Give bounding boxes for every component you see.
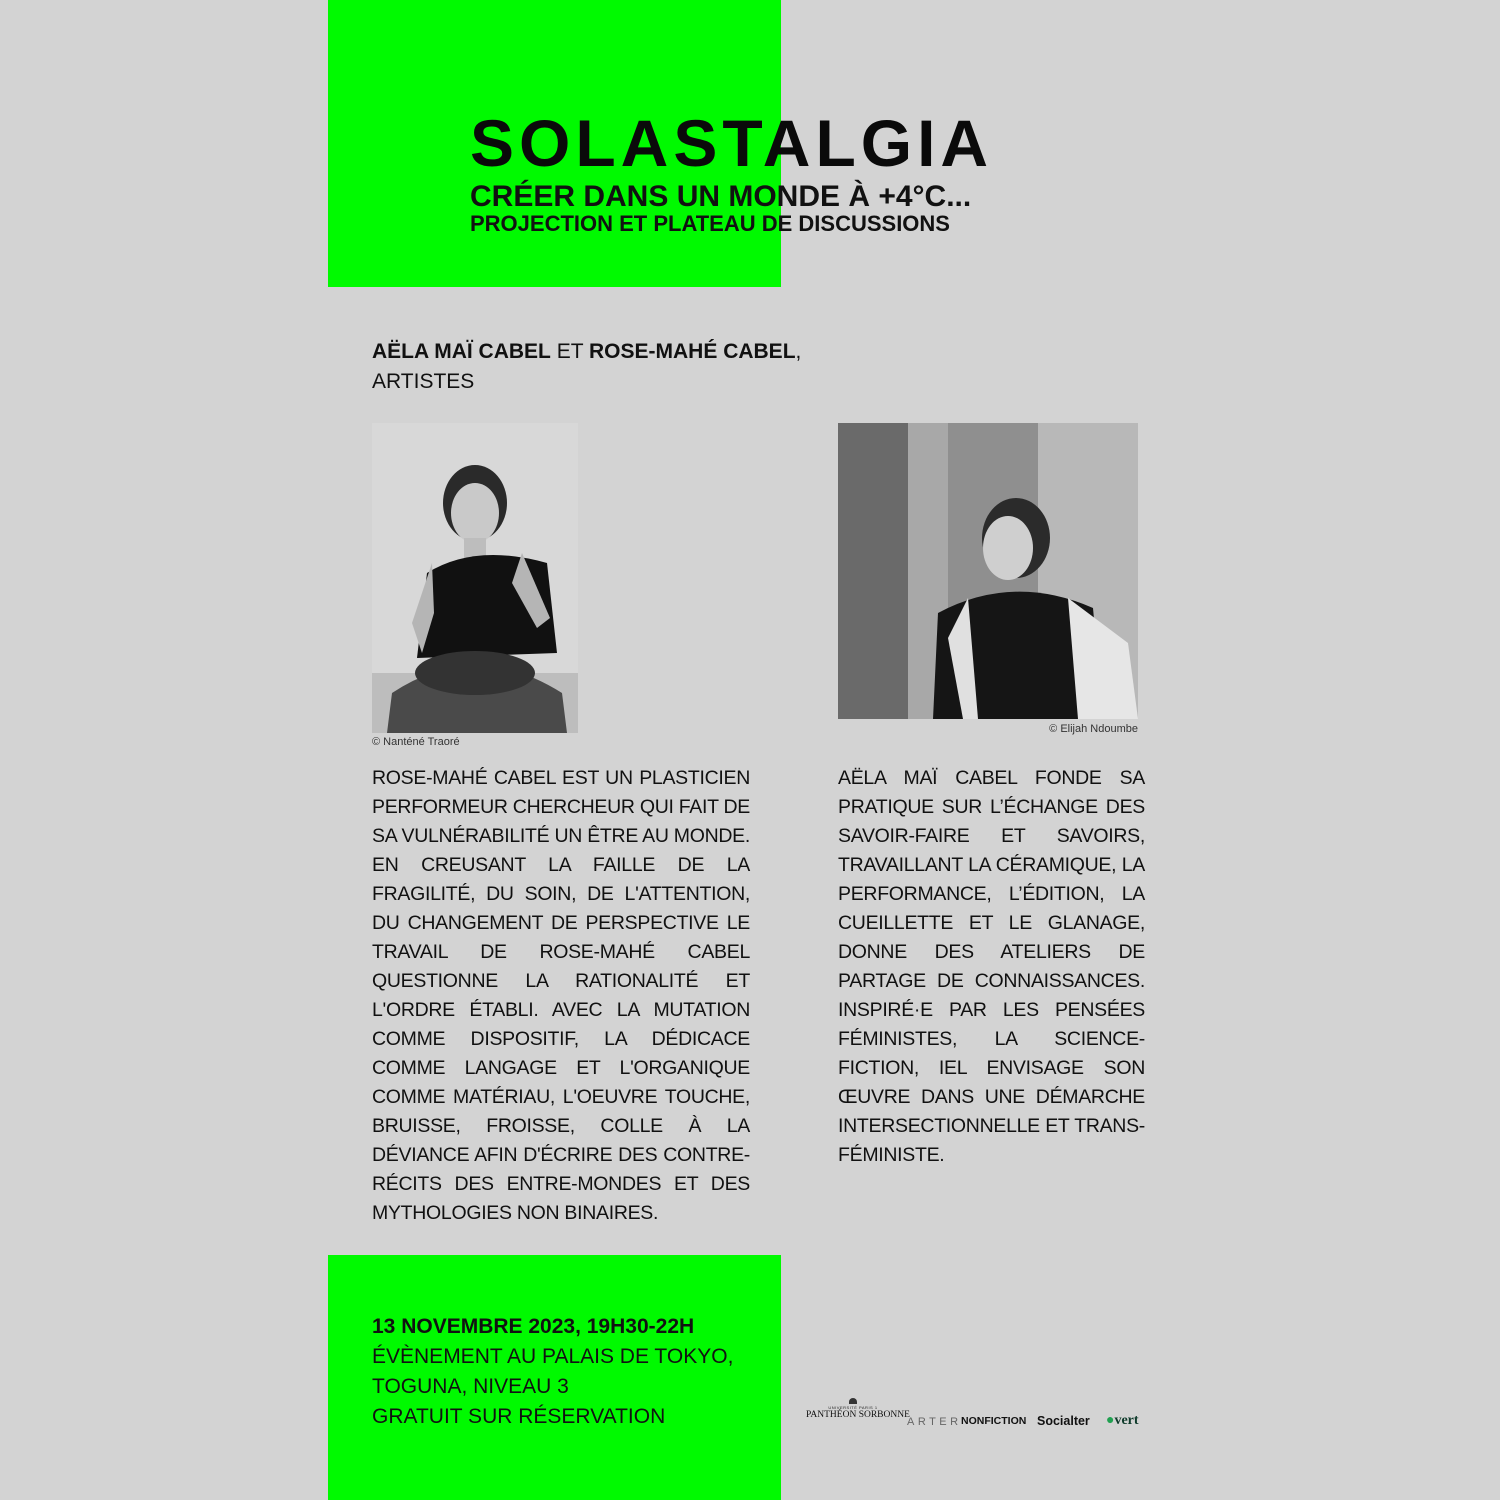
artist-name-1: AËLA MAÏ CABEL	[372, 340, 551, 363]
photo-credit-right: © Elijah Ndoumbe	[1049, 723, 1138, 735]
artists-heading	[372, 337, 801, 397]
leaf-icon: ●	[1106, 1413, 1115, 1428]
event-info	[372, 1312, 733, 1432]
photo-rose-mahe-cabel	[372, 423, 578, 733]
logo-vert	[1106, 1413, 1139, 1429]
artist-name-2: ROSE-MAHÉ CABEL	[589, 340, 796, 363]
logo-sorbonne-small-text: UNIVERSITÉ PARIS 1	[828, 1405, 878, 1410]
logo-sorbonne-main-text: PANTHÉON SORBONNE	[806, 1410, 910, 1420]
logo-socialter: Socialter	[1037, 1414, 1090, 1428]
photo-credit-left: © Nanténé Traoré	[372, 736, 460, 748]
logo-nonfiction: NONFICTION	[961, 1415, 1027, 1427]
title-block	[470, 108, 993, 236]
subtitle-secondary: PROJECTION ET PLATEAU DE DISCUSSIONS	[470, 211, 950, 236]
artists-connector: ET	[550, 340, 590, 363]
artists-comma: ,	[795, 340, 802, 363]
bio-aela-mai-cabel: AËLA MAÏ CABEL FONDE SA PRATIQUE SUR L’ÉCHANGE DES SAVOIR-FAIRE ET SAVOIRS, TRAVAILLANT LA CÉRAMIQUE, LA PERFORMANCE, L’ÉDITION, LA CUEILLETTE ET LE GLANAGE, DONNE DES ATELIERS DE PARTAGE DE CONNAISSANCES. INSPIRÉ·E PAR LES PENSÉES FÉMINISTES, LA SCIENCE-FICTION, IEL ENVISAGE SON ŒUVRE DANS UNE DÉMARCHE INTERSECTIONNELLE ET TRANS-FÉMINISTE.	[838, 767, 1145, 1166]
logo-vert-text: vert	[1114, 1413, 1139, 1428]
logo-pantheon-sorbonne	[806, 1400, 910, 1420]
event-location: ÉVÈNEMENT AU PALAIS DE TOKYO,	[372, 1345, 734, 1368]
event-date: 13 NOVEMBRE 2023, 19H30-22H	[372, 1315, 695, 1338]
event-pricing: GRATUIT SUR RÉSERVATION	[372, 1405, 666, 1428]
artists-names	[372, 337, 801, 367]
partner-logos	[806, 1400, 1146, 1440]
dome-icon	[849, 1398, 857, 1404]
page-title: SOLASTALGIA	[470, 106, 994, 180]
logo-arter: ARTER	[907, 1416, 962, 1428]
event-room: TOGUNA, NIVEAU 3	[372, 1375, 569, 1398]
subtitle: CRÉER DANS UN MONDE À +4°C...	[470, 180, 972, 213]
photo-aela-mai-cabel	[838, 423, 1138, 719]
artists-role: ARTISTES	[372, 370, 475, 393]
bio-rose-mahe-cabel: ROSE-MAHÉ CABEL EST UN PLASTICIEN PERFORMEUR CHERCHEUR QUI FAIT DE SA VULNÉRABILITÉ UN ÊTRE AU MONDE. EN CREUSANT LA FAILLE DE LA FRAGILITÉ, DU SOIN, DE L'ATTENTION, DU CHANGEMENT DE PERSPECTIVE LE TRAVAIL DE ROSE-MAHÉ CABEL QUESTIONNE LA RATIONALITÉ ET L'ORDRE ÉTABLI. AVEC LA MUTATION COMME DISPOSITIF, LA DÉDICACE COMME LANGAGE ET L'ORGANIQUE COMME MATÉRIAU, L'OEUVRE TOUCHE, BRUISSE, FROISSE, COLLE À LA DÉVIANCE AFIN D'ÉCRIRE DES CONTRE-RÉCITS DES ENTRE-MONDES ET DES MYTHOLOGIES NON BINAIRES.	[372, 767, 750, 1224]
